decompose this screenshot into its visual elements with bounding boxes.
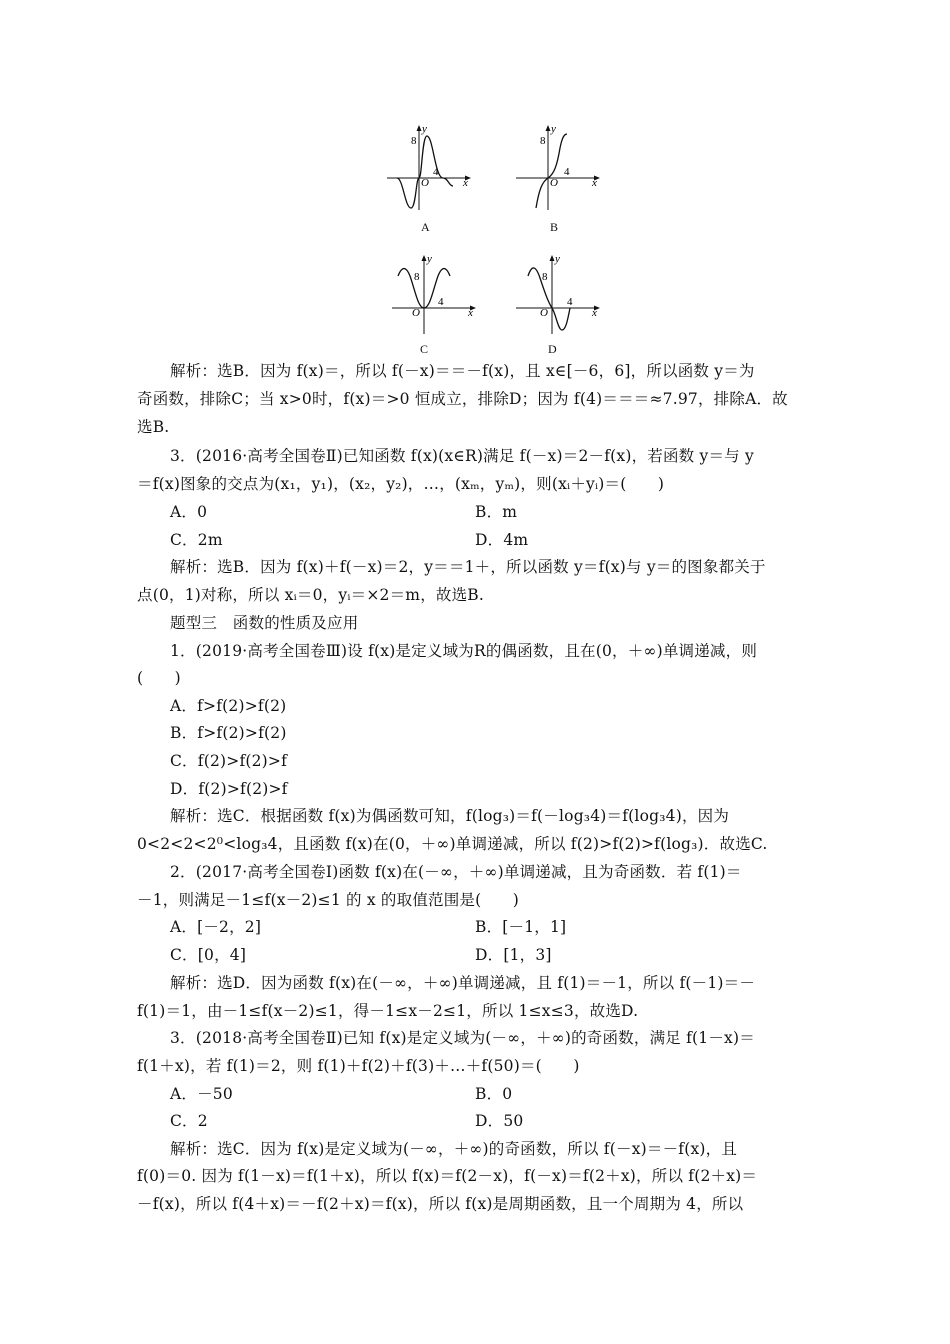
- graph-b-plot: [512, 120, 604, 215]
- q3-option-b: B．m: [475, 503, 518, 521]
- graph-c-plot: [388, 250, 480, 335]
- graph-a-x-label: x: [463, 177, 468, 189]
- graph-d-label: D: [548, 342, 557, 356]
- graph-a-plot: [383, 120, 475, 215]
- graph-d-eight: 8: [542, 271, 548, 283]
- q3-option-d: D．4m: [475, 531, 529, 549]
- solution-3-line-2: 点(0，1)对称，所以 xᵢ＝0，yᵢ＝×2＝m，故选B.: [137, 586, 485, 604]
- q2-option-d: D．[1，3]: [475, 946, 552, 964]
- solution-q3b-line-1: 解析：选C．因为 f(x)是定义域为(－∞，＋∞)的奇函数，所以 f(－x)＝－f(x)，且: [170, 1140, 738, 1158]
- q1-option-d: D．f(2)>f(2)>f: [170, 780, 288, 798]
- solution-2-line-3: 选B.: [137, 418, 170, 436]
- graph-d-plot: [512, 250, 604, 335]
- question-1-line-2: ( ): [137, 669, 181, 687]
- graph-d-x-label: x: [592, 307, 597, 319]
- graph-b: [512, 120, 604, 234]
- graph-c-label: C: [420, 342, 429, 356]
- solution-q3b-line-3: －f(x)，所以 f(4＋x)＝－f(2＋x)＝f(x)，所以 f(x)是周期函数，且一个周期为 4，所以: [137, 1195, 744, 1213]
- graph-c-eight: 8: [414, 271, 420, 283]
- solution-2-line-2: 奇函数，排除C；当 x>0时，f(x)＝>0 恒成立，排除D；因为 f(4)＝＝＝≈7.97，排除A．故: [137, 390, 788, 408]
- solution-2-line-1: 解析：选B．因为 f(x)＝，所以 f(－x)＝＝－f(x)，且 x∈[－6，6]，所以函数 y＝为: [170, 362, 755, 380]
- solution-3-line-1: 解析：选B．因为 f(x)＋f(－x)＝2，y＝＝1＋，所以函数 y＝f(x)与 y＝的图象都关于: [170, 558, 766, 576]
- question-3-line-1: 3．(2016·高考全国卷Ⅱ)已知函数 f(x)(x∈R)满足 f(－x)＝2－f(x)，若函数 y＝与 y: [170, 447, 754, 465]
- question-2-line-1: 2．(2017·高考全国卷Ⅰ)函数 f(x)在(－∞，＋∞)单调递减，且为奇函数．若 f(1)＝: [170, 863, 742, 881]
- q1-option-b: B．f>f(2)>f(2): [170, 724, 287, 742]
- graph-b-eight: 8: [540, 135, 546, 147]
- q3-option-a: A．0: [170, 503, 208, 521]
- graph-c-four: 4: [438, 296, 444, 308]
- q2-option-b: B．[－1，1]: [475, 918, 567, 936]
- question-1-line-1: 1．(2019·高考全国卷Ⅲ)设 f(x)是定义域为R的偶函数，且在(0，＋∞)单调递减，则: [170, 642, 758, 660]
- graph-b-label: B: [550, 220, 559, 234]
- solution-q2-line-2: f(1)＝1，由－1≤f(x－2)≤1，得－1≤x－2≤1，所以 1≤x≤3，故选D.: [137, 1002, 639, 1020]
- solution-q1-line-1: 解析：选C．根据函数 f(x)为偶函数可知，f(log₃)＝f(－log₃4)＝f(log₃4)，因为: [170, 807, 730, 825]
- graph-c-x-label: x: [468, 307, 473, 319]
- q1-option-a: A．f>f(2)>f(2): [170, 697, 287, 715]
- q1-option-c: C．f(2)>f(2)>f: [170, 752, 288, 770]
- question-3b-line-1: 3．(2018·高考全国卷Ⅱ)已知 f(x)是定义域为(－∞，＋∞)的奇函数，满足 f(1－x)＝: [170, 1029, 755, 1047]
- graph-a-eight: 8: [411, 135, 417, 147]
- graph-d: [512, 250, 604, 356]
- graph-c-origin: O: [412, 307, 420, 319]
- graph-b-four: 4: [564, 166, 570, 178]
- graph-a: [383, 120, 475, 234]
- graph-c: [388, 250, 480, 356]
- graph-b-origin: O: [550, 177, 558, 189]
- question-3b-line-2: f(1＋x)，若 f(1)＝2，则 f(1)＋f(2)＋f(3)＋…＋f(50)＝( ): [137, 1057, 580, 1075]
- graph-b-x-label: x: [592, 177, 597, 189]
- solution-q1-line-2: 0<2<2<2⁰<log₃4，且函数 f(x)在(0，＋∞)单调递减，所以 f(2)>f(2)>f(log₃)．故选C.: [137, 835, 768, 853]
- q3b-option-c: C．2: [170, 1112, 208, 1130]
- graph-c-y-label: y: [427, 253, 432, 265]
- q2-option-c: C．[0，4]: [170, 946, 247, 964]
- graph-d-four: 4: [567, 296, 573, 308]
- graph-a-four: 4: [433, 166, 439, 178]
- graph-a-y-label: y: [422, 123, 427, 135]
- solution-q2-line-1: 解析：选D．因为函数 f(x)在(－∞，＋∞)单调递减，且 f(1)＝－1，所以 f(－1)＝－: [170, 974, 756, 992]
- graph-a-label: A: [421, 220, 430, 234]
- solution-q3b-line-2: f(0)＝0. 因为 f(1－x)＝f(1＋x)，所以 f(x)＝f(2－x)，f(－x)＝f(2＋x)，所以 f(2＋x)＝: [137, 1167, 758, 1185]
- q3b-option-b: B．0: [475, 1085, 513, 1103]
- graph-d-origin: O: [540, 307, 548, 319]
- q2-option-a: A．[－2，2]: [170, 918, 262, 936]
- question-2-line-2: －1，则满足－1≤f(x－2)≤1 的 x 的取值范围是( ): [137, 891, 520, 909]
- q3b-option-d: D．50: [475, 1112, 524, 1130]
- question-3-line-2: ＝f(x)图象的交点为(x₁，y₁)，(x₂，y₂)，…，(xₘ，yₘ)，则(xᵢ＋yᵢ)＝( ): [137, 475, 665, 493]
- section-heading: 题型三 函数的性质及应用: [170, 614, 359, 632]
- answer-graphs-figure: [0, 0, 950, 360]
- q3-option-c: C．2m: [170, 531, 223, 549]
- q3b-option-a: A．－50: [170, 1085, 233, 1103]
- graph-b-y-label: y: [551, 123, 556, 135]
- graph-d-y-label: y: [555, 253, 560, 265]
- graph-a-origin: O: [421, 177, 429, 189]
